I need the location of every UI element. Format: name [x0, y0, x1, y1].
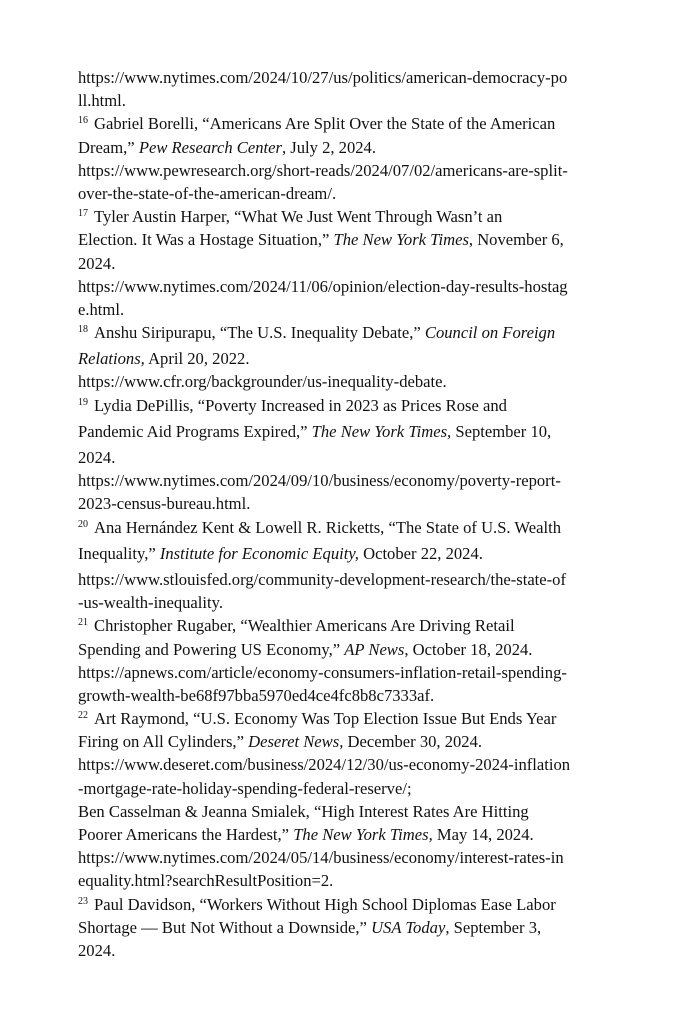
footnote-text: Dream,”	[78, 137, 139, 157]
publication-title: The New York Times,	[293, 825, 433, 844]
footnote-line	[78, 516, 623, 539]
footnote-line	[78, 542, 623, 565]
footnote-text: e.html.	[78, 299, 125, 319]
footnote-text: Gabriel Borelli, “Americans Are Split Over the State of the American	[94, 114, 556, 134]
footnote-text: April 20, 2022.	[144, 349, 250, 369]
footnote-text: Spending and Powering US Economy,”	[78, 639, 345, 659]
footnote-number: 17	[78, 208, 88, 220]
footnote-line	[78, 159, 623, 182]
footnote-line	[78, 661, 623, 684]
footnote-line	[78, 89, 623, 112]
footnote-text: https://www.pewresearch.org/short-reads/2024/07/02/americans-are-split-	[78, 160, 568, 180]
footnote-number: 20	[78, 518, 88, 530]
footnote-text: ll.html.	[78, 91, 126, 111]
footnote-text: -us-wealth-inequality.	[78, 593, 223, 613]
footnote-line	[78, 446, 623, 469]
footnote-number: 19	[78, 396, 88, 408]
footnote-text: Ana Hernández Kent & Lowell R. Ricketts, “The State of U.S. Wealth	[94, 517, 562, 537]
publication-title: USA Today	[371, 917, 446, 937]
footnote-text: growth-wealth-be68f97bba5970ed4ce4fc8b8c7333af.	[78, 685, 435, 705]
footnote-text: , September 3,	[445, 917, 542, 937]
publication-title: AP News	[344, 639, 405, 659]
footnote-text: Art Raymond, “U.S. Economy Was Top Election Issue But Ends Year	[94, 709, 557, 729]
footnote-text: Inequality,”	[78, 543, 160, 563]
footnote-text: October 22, 2024.	[358, 543, 483, 563]
footnote-line	[78, 228, 623, 251]
footnote-number: 23	[78, 895, 88, 907]
footnote-text: Anshu Siripurapu, “The U.S. Inequality Debate,”	[94, 323, 425, 343]
footnote-line	[78, 823, 623, 846]
footnote-line	[78, 321, 623, 344]
publication-title: Relations,	[78, 349, 145, 369]
footnote-text: 2024.	[78, 253, 116, 273]
footnote-text: https://www.nytimes.com/2024/10/27/us/politics/american-democracy-po	[78, 68, 568, 87]
footnote-text: , July 2, 2024.	[281, 137, 377, 157]
footnote-line	[78, 753, 623, 776]
footnote-text: -mortgage-rate-holiday-spending-federal-reserve/;	[78, 778, 412, 798]
footnote-text: Ben Casselman & Jeanna Smialek, “High Interest Rates Are Hitting	[78, 801, 529, 821]
footnote-line	[78, 136, 623, 159]
footnote-text: September 10,	[451, 421, 552, 441]
footnote-line	[78, 275, 623, 298]
footnote-line	[78, 800, 623, 823]
footnote-text: https://www.deseret.com/business/2024/12/30/us-economy-2024-inflation	[78, 755, 571, 775]
footnote-text: https://www.cfr.org/backgrounder/us-inequality-debate.	[78, 372, 447, 392]
footnote-number: 18	[78, 324, 88, 336]
footnote-text: equality.html?searchResultPosition=2.	[78, 871, 334, 891]
footnote-text: May 14, 2024.	[432, 825, 534, 844]
footnote-line	[78, 492, 623, 515]
publication-title: The New York Times	[333, 230, 469, 250]
publication-title: Pew Research Center	[138, 137, 282, 157]
footnote-text: https://apnews.com/article/economy-consumers-inflation-retail-spending-	[78, 662, 567, 682]
footnote-text: , October 18, 2024.	[404, 639, 533, 659]
footnote-text: https://www.nytimes.com/2024/09/10/business/economy/poverty-report-	[78, 471, 561, 491]
footnote-line	[78, 939, 623, 962]
footnote-line	[78, 614, 623, 637]
footnote-line	[78, 298, 623, 321]
footnote-line	[78, 112, 623, 135]
footnote-text: 2023-census-bureau.html.	[78, 494, 251, 514]
footnote-text: December 30, 2024.	[343, 732, 483, 752]
footnote-text: https://www.nytimes.com/2024/11/06/opinion/election-day-results-hostag	[78, 276, 568, 296]
footnote-number: 16	[78, 115, 88, 127]
footnote-line	[78, 730, 623, 753]
footnote-text: Shortage — But Not Without a Downside,”	[78, 917, 372, 937]
footnote-number: 22	[78, 710, 88, 722]
footnote-text: , November 6,	[468, 230, 564, 250]
footnote-text: 2024.	[78, 940, 116, 960]
footnote-line	[78, 777, 623, 800]
footnote-text: Firing on All Cylinders,”	[78, 732, 249, 752]
footnote-line	[78, 707, 623, 730]
footnote-text: Tyler Austin Harper, “What We Just Went Through Wasn’t an	[94, 207, 503, 227]
footnote-line	[78, 182, 623, 205]
footnote-number: 21	[78, 617, 88, 629]
footnote-text: 2024.	[78, 448, 116, 467]
footnote-line	[78, 684, 623, 707]
publication-title: Council on Foreign	[424, 323, 556, 343]
footnote-line	[78, 347, 623, 370]
footnote-text: Election. It Was a Hostage Situation,”	[78, 230, 334, 250]
footnote-line	[78, 252, 623, 275]
footnotes-page	[78, 66, 623, 962]
footnote-text: https://www.nytimes.com/2024/05/14/business/economy/interest-rates-in	[78, 848, 564, 868]
footnote-text: Poorer Americans the Hardest,”	[78, 825, 294, 844]
footnote-line	[78, 205, 623, 228]
publication-title: Deseret News,	[248, 732, 344, 752]
footnote-text: https://www.stlouisfed.org/community-development-research/the-state-of	[78, 569, 567, 589]
footnote-line	[78, 591, 623, 614]
footnote-text: Paul Davidson, “Workers Without High School Diplomas Ease Labor	[94, 894, 556, 914]
footnote-line	[78, 916, 623, 939]
publication-title: Institute for Economic Equity,	[159, 543, 359, 563]
footnote-line	[78, 638, 623, 661]
footnote-line	[78, 568, 623, 591]
footnote-line	[78, 394, 623, 417]
publication-title: The New York Times,	[311, 421, 452, 441]
footnote-text: Pandemic Aid Programs Expired,”	[78, 421, 312, 441]
footnote-line	[78, 66, 623, 89]
footnote-text: Lydia DePillis, “Poverty Increased in 2023 as Prices Rose and	[94, 395, 507, 415]
footnote-line	[78, 469, 623, 492]
footnote-text: over-the-state-of-the-american-dream/.	[78, 183, 337, 203]
footnote-line	[78, 846, 623, 869]
footnote-text: Christopher Rugaber, “Wealthier Americans Are Driving Retail	[94, 616, 515, 636]
footnote-line	[78, 869, 623, 892]
footnote-line	[78, 370, 623, 393]
footnote-line	[78, 893, 623, 916]
footnote-line	[78, 420, 623, 443]
